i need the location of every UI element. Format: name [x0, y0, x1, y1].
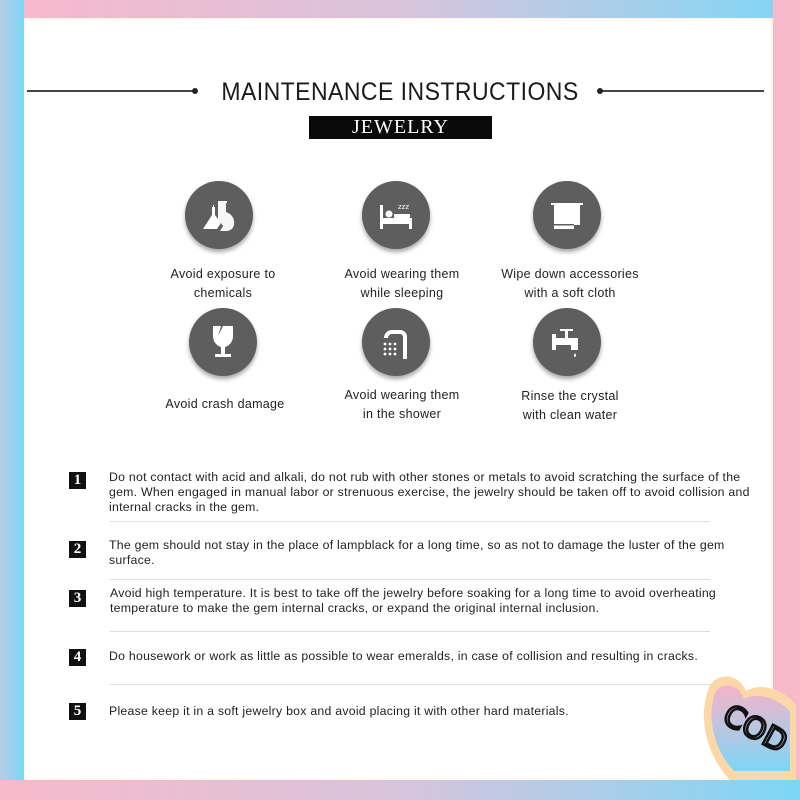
step-number: 2 [69, 541, 86, 558]
shower-icon [362, 308, 430, 376]
broken-glass-icon [189, 308, 257, 376]
towel-icon [533, 181, 601, 249]
chemical-flask-icon [185, 181, 253, 249]
instruction-text: The gem should not stay in the place of lampblack for a long time, so as not to damage the luster of the gem surface. [109, 538, 725, 567]
instruction-text: Do housework or work as little as possible to wear emeralds, in case of collision and resulting in cracks. [109, 649, 698, 663]
left-border [0, 0, 24, 800]
divider [110, 631, 710, 632]
bottom-border [0, 780, 800, 800]
caption-cloth: Wipe down accessories with a soft cloth [501, 267, 639, 300]
step-number: 3 [69, 590, 86, 607]
cod-heart-badge [690, 665, 800, 780]
page-title: MAINTENANCE INSTRUCTIONS [221, 78, 579, 106]
subtitle-label: JEWELRY [309, 116, 492, 139]
caption-rinse: Rinse the crystal with clean water [521, 389, 619, 422]
water-tap-icon [533, 308, 601, 376]
step-number: 1 [69, 472, 86, 489]
top-border [0, 0, 800, 18]
step-number: 4 [69, 649, 86, 666]
divider [110, 684, 710, 685]
sleeping-bed-icon [362, 181, 430, 249]
instruction-text: Do not contact with acid and alkali, do not rub with other stones or metals to avoid scratching the surface of the gem. When engaged in manual labor or strenuous exercise, the jewelry should be taken off to avoid collision and internal cracks in the gem. [109, 470, 750, 514]
divider [110, 521, 710, 522]
svg-text:COD: COD [717, 697, 794, 761]
svg-text:zzz: zzz [398, 203, 410, 211]
divider [110, 579, 710, 580]
instruction-text: Please keep it in a soft jewelry box and avoid placing it with other hard materials. [109, 704, 569, 718]
caption-sleeping: Avoid wearing them while sleeping [344, 267, 460, 300]
step-number: 5 [69, 703, 86, 720]
caption-chemicals: Avoid exposure to chemicals [170, 267, 276, 300]
instruction-text: Avoid high temperature. It is best to take off the jewelry before soaking for a long time to avoid overheating temperature to make the gem internal cracks, or expand the original internal inclusion. [110, 586, 717, 615]
caption-crash: Avoid crash damage [165, 397, 285, 411]
caption-shower: Avoid wearing them in the shower [344, 388, 460, 421]
